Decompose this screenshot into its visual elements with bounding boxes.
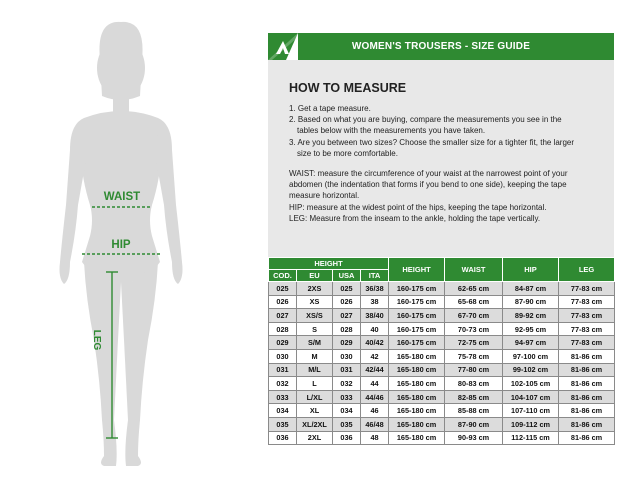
measure-definitions bbox=[289, 168, 589, 224]
table-cell: 2XL bbox=[297, 431, 333, 445]
size-guide-panel bbox=[268, 33, 614, 473]
table-cell: 80-83 cm bbox=[445, 377, 503, 391]
table-cell: 035 bbox=[333, 417, 361, 431]
table-cell: 2XS bbox=[297, 282, 333, 296]
table-cell: 026 bbox=[333, 295, 361, 309]
table-cell: 160-175 cm bbox=[389, 322, 445, 336]
table-cell: 165-180 cm bbox=[389, 363, 445, 377]
how-to-measure-title: HOW TO MEASURE bbox=[289, 81, 407, 95]
table-cell: 025 bbox=[333, 282, 361, 296]
table-cell: XS bbox=[297, 295, 333, 309]
table-cell: 036 bbox=[333, 431, 361, 445]
table-cell: 165-180 cm bbox=[389, 390, 445, 404]
table-row bbox=[269, 404, 615, 418]
table-cell: 90-93 cm bbox=[445, 431, 503, 445]
table-cell: 62-65 cm bbox=[445, 282, 503, 296]
step-line: size to be more comfortable. bbox=[297, 148, 398, 158]
col-header-waist: WAIST bbox=[445, 258, 503, 282]
table-row bbox=[269, 322, 615, 336]
table-cell: L bbox=[297, 377, 333, 391]
table-cell: 75-78 cm bbox=[445, 349, 503, 363]
table-cell: 77-83 cm bbox=[559, 295, 615, 309]
definition-line: LEG: Measure from the inseam to the ankle, holding the tape vertically. bbox=[289, 213, 541, 223]
table-row bbox=[269, 417, 615, 431]
table-cell: 97-100 cm bbox=[503, 349, 559, 363]
table-cell: 87-90 cm bbox=[503, 295, 559, 309]
table-row bbox=[269, 390, 615, 404]
table-cell: 81-86 cm bbox=[559, 417, 615, 431]
table-cell: 028 bbox=[269, 322, 297, 336]
col-header-height: HEIGHT bbox=[389, 258, 445, 282]
col-header-leg: LEG bbox=[559, 258, 615, 282]
table-cell: 031 bbox=[269, 363, 297, 377]
table-cell: 165-180 cm bbox=[389, 349, 445, 363]
table-cell: 36/38 bbox=[361, 282, 389, 296]
table-cell: 77-83 cm bbox=[559, 322, 615, 336]
table-cell: 81-86 cm bbox=[559, 363, 615, 377]
table-cell: XL/2XL bbox=[297, 417, 333, 431]
table-cell: 94-97 cm bbox=[503, 336, 559, 350]
table-cell: 029 bbox=[269, 336, 297, 350]
table-cell: 034 bbox=[333, 404, 361, 418]
table-row bbox=[269, 349, 615, 363]
table-row bbox=[269, 336, 615, 350]
table-cell: 81-86 cm bbox=[559, 431, 615, 445]
table-cell: 035 bbox=[269, 417, 297, 431]
table-cell: XL bbox=[297, 404, 333, 418]
table-cell: 85-88 cm bbox=[445, 404, 503, 418]
table-cell: 031 bbox=[333, 363, 361, 377]
definition-line: WAIST: measure the circumference of your waist at the narrowest point of your bbox=[289, 169, 568, 178]
table-cell: 81-86 cm bbox=[559, 349, 615, 363]
table-cell: 026 bbox=[269, 295, 297, 309]
table-cell: XS/S bbox=[297, 309, 333, 323]
table-cell: 032 bbox=[269, 377, 297, 391]
table-row bbox=[269, 282, 615, 296]
table-cell: 81-86 cm bbox=[559, 377, 615, 391]
table-row bbox=[269, 295, 615, 309]
hip-label: HIP bbox=[111, 239, 131, 251]
table-cell: 42 bbox=[361, 349, 389, 363]
col-header-eu: EU bbox=[297, 270, 333, 282]
table-cell: 48 bbox=[361, 431, 389, 445]
table-cell: 102-105 cm bbox=[503, 377, 559, 391]
height-group-header: HEIGHT bbox=[269, 258, 389, 270]
table-row bbox=[269, 431, 615, 445]
step-line: 3. Are you between two sizes? Choose the smaller size for a tighter fit, the larger bbox=[289, 137, 575, 147]
definition-line: abdomen (the indentation that forms if you bend to one side), keeping the tape bbox=[289, 180, 567, 190]
table-cell: 77-83 cm bbox=[559, 282, 615, 296]
brand-logo bbox=[268, 33, 298, 60]
table-cell: 40/42 bbox=[361, 336, 389, 350]
table-cell: 70-73 cm bbox=[445, 322, 503, 336]
body-figure bbox=[0, 0, 250, 480]
table-cell: 46/48 bbox=[361, 417, 389, 431]
size-table-wrap bbox=[268, 257, 614, 445]
table-row bbox=[269, 363, 615, 377]
size-table-body bbox=[269, 282, 615, 445]
table-cell: 89-92 cm bbox=[503, 309, 559, 323]
table-cell: 46 bbox=[361, 404, 389, 418]
table-cell: 65-68 cm bbox=[445, 295, 503, 309]
table-cell: 67-70 cm bbox=[445, 309, 503, 323]
brand-logo-icon bbox=[268, 33, 298, 60]
table-row bbox=[269, 309, 615, 323]
size-guide-header bbox=[268, 33, 614, 60]
table-cell: 036 bbox=[269, 431, 297, 445]
table-cell: 38/40 bbox=[361, 309, 389, 323]
table-cell: 77-83 cm bbox=[559, 309, 615, 323]
table-cell: 44 bbox=[361, 377, 389, 391]
table-cell: 44/46 bbox=[361, 390, 389, 404]
table-cell: 40 bbox=[361, 322, 389, 336]
size-guide-title: WOMEN'S TROUSERS - SIZE GUIDE bbox=[351, 41, 531, 52]
body-silhouette bbox=[0, 0, 250, 480]
table-cell: 030 bbox=[269, 349, 297, 363]
definition-line: HIP: measure at the widest point of the hips, keeping the tape horizontal. bbox=[289, 202, 547, 212]
col-header-ita: ITA bbox=[361, 270, 389, 282]
step-line: tables below with the measurements you have taken. bbox=[297, 126, 486, 136]
table-cell: 027 bbox=[333, 309, 361, 323]
table-cell: 033 bbox=[333, 390, 361, 404]
table-cell: 032 bbox=[333, 377, 361, 391]
table-cell: 81-86 cm bbox=[559, 404, 615, 418]
table-cell: 87-90 cm bbox=[445, 417, 503, 431]
table-cell: 81-86 cm bbox=[559, 390, 615, 404]
table-cell: L/XL bbox=[297, 390, 333, 404]
definition-line: measure horizontal. bbox=[289, 191, 360, 201]
leg-label: LEG bbox=[91, 329, 102, 351]
col-header-usa: USA bbox=[333, 270, 361, 282]
table-cell: 160-175 cm bbox=[389, 295, 445, 309]
table-cell: 84-87 cm bbox=[503, 282, 559, 296]
table-cell: M/L bbox=[297, 363, 333, 377]
table-cell: 42/44 bbox=[361, 363, 389, 377]
table-cell: 160-175 cm bbox=[389, 309, 445, 323]
table-cell: 112-115 cm bbox=[503, 431, 559, 445]
table-cell: 034 bbox=[269, 404, 297, 418]
col-header-cod: COD. bbox=[269, 270, 297, 282]
table-cell: 107-110 cm bbox=[503, 404, 559, 418]
table-cell: 77-80 cm bbox=[445, 363, 503, 377]
table-cell: S bbox=[297, 322, 333, 336]
measure-steps bbox=[289, 103, 589, 159]
table-cell: 029 bbox=[333, 336, 361, 350]
table-cell: 92-95 cm bbox=[503, 322, 559, 336]
table-cell: 38 bbox=[361, 295, 389, 309]
table-cell: 160-175 cm bbox=[389, 282, 445, 296]
table-cell: 82-85 cm bbox=[445, 390, 503, 404]
table-cell: 99-102 cm bbox=[503, 363, 559, 377]
step-line: 2. Based on what you are buying, compare the measurements you see in the bbox=[289, 115, 562, 125]
table-cell: 160-175 cm bbox=[389, 336, 445, 350]
table-cell: 027 bbox=[269, 309, 297, 323]
size-table bbox=[268, 257, 615, 445]
col-header-hip: HIP bbox=[503, 258, 559, 282]
step-line: 1. Get a tape measure. bbox=[289, 104, 371, 113]
table-cell: S/M bbox=[297, 336, 333, 350]
table-cell: M bbox=[297, 349, 333, 363]
table-cell: 77-83 cm bbox=[559, 336, 615, 350]
table-cell: 028 bbox=[333, 322, 361, 336]
table-cell: 165-180 cm bbox=[389, 377, 445, 391]
table-cell: 109-112 cm bbox=[503, 417, 559, 431]
table-cell: 025 bbox=[269, 282, 297, 296]
waist-label: WAIST bbox=[103, 191, 141, 203]
table-cell: 104-107 cm bbox=[503, 390, 559, 404]
table-cell: 165-180 cm bbox=[389, 431, 445, 445]
table-row bbox=[269, 377, 615, 391]
table-cell: 72-75 cm bbox=[445, 336, 503, 350]
table-cell: 165-180 cm bbox=[389, 404, 445, 418]
table-cell: 033 bbox=[269, 390, 297, 404]
table-cell: 030 bbox=[333, 349, 361, 363]
table-cell: 165-180 cm bbox=[389, 417, 445, 431]
